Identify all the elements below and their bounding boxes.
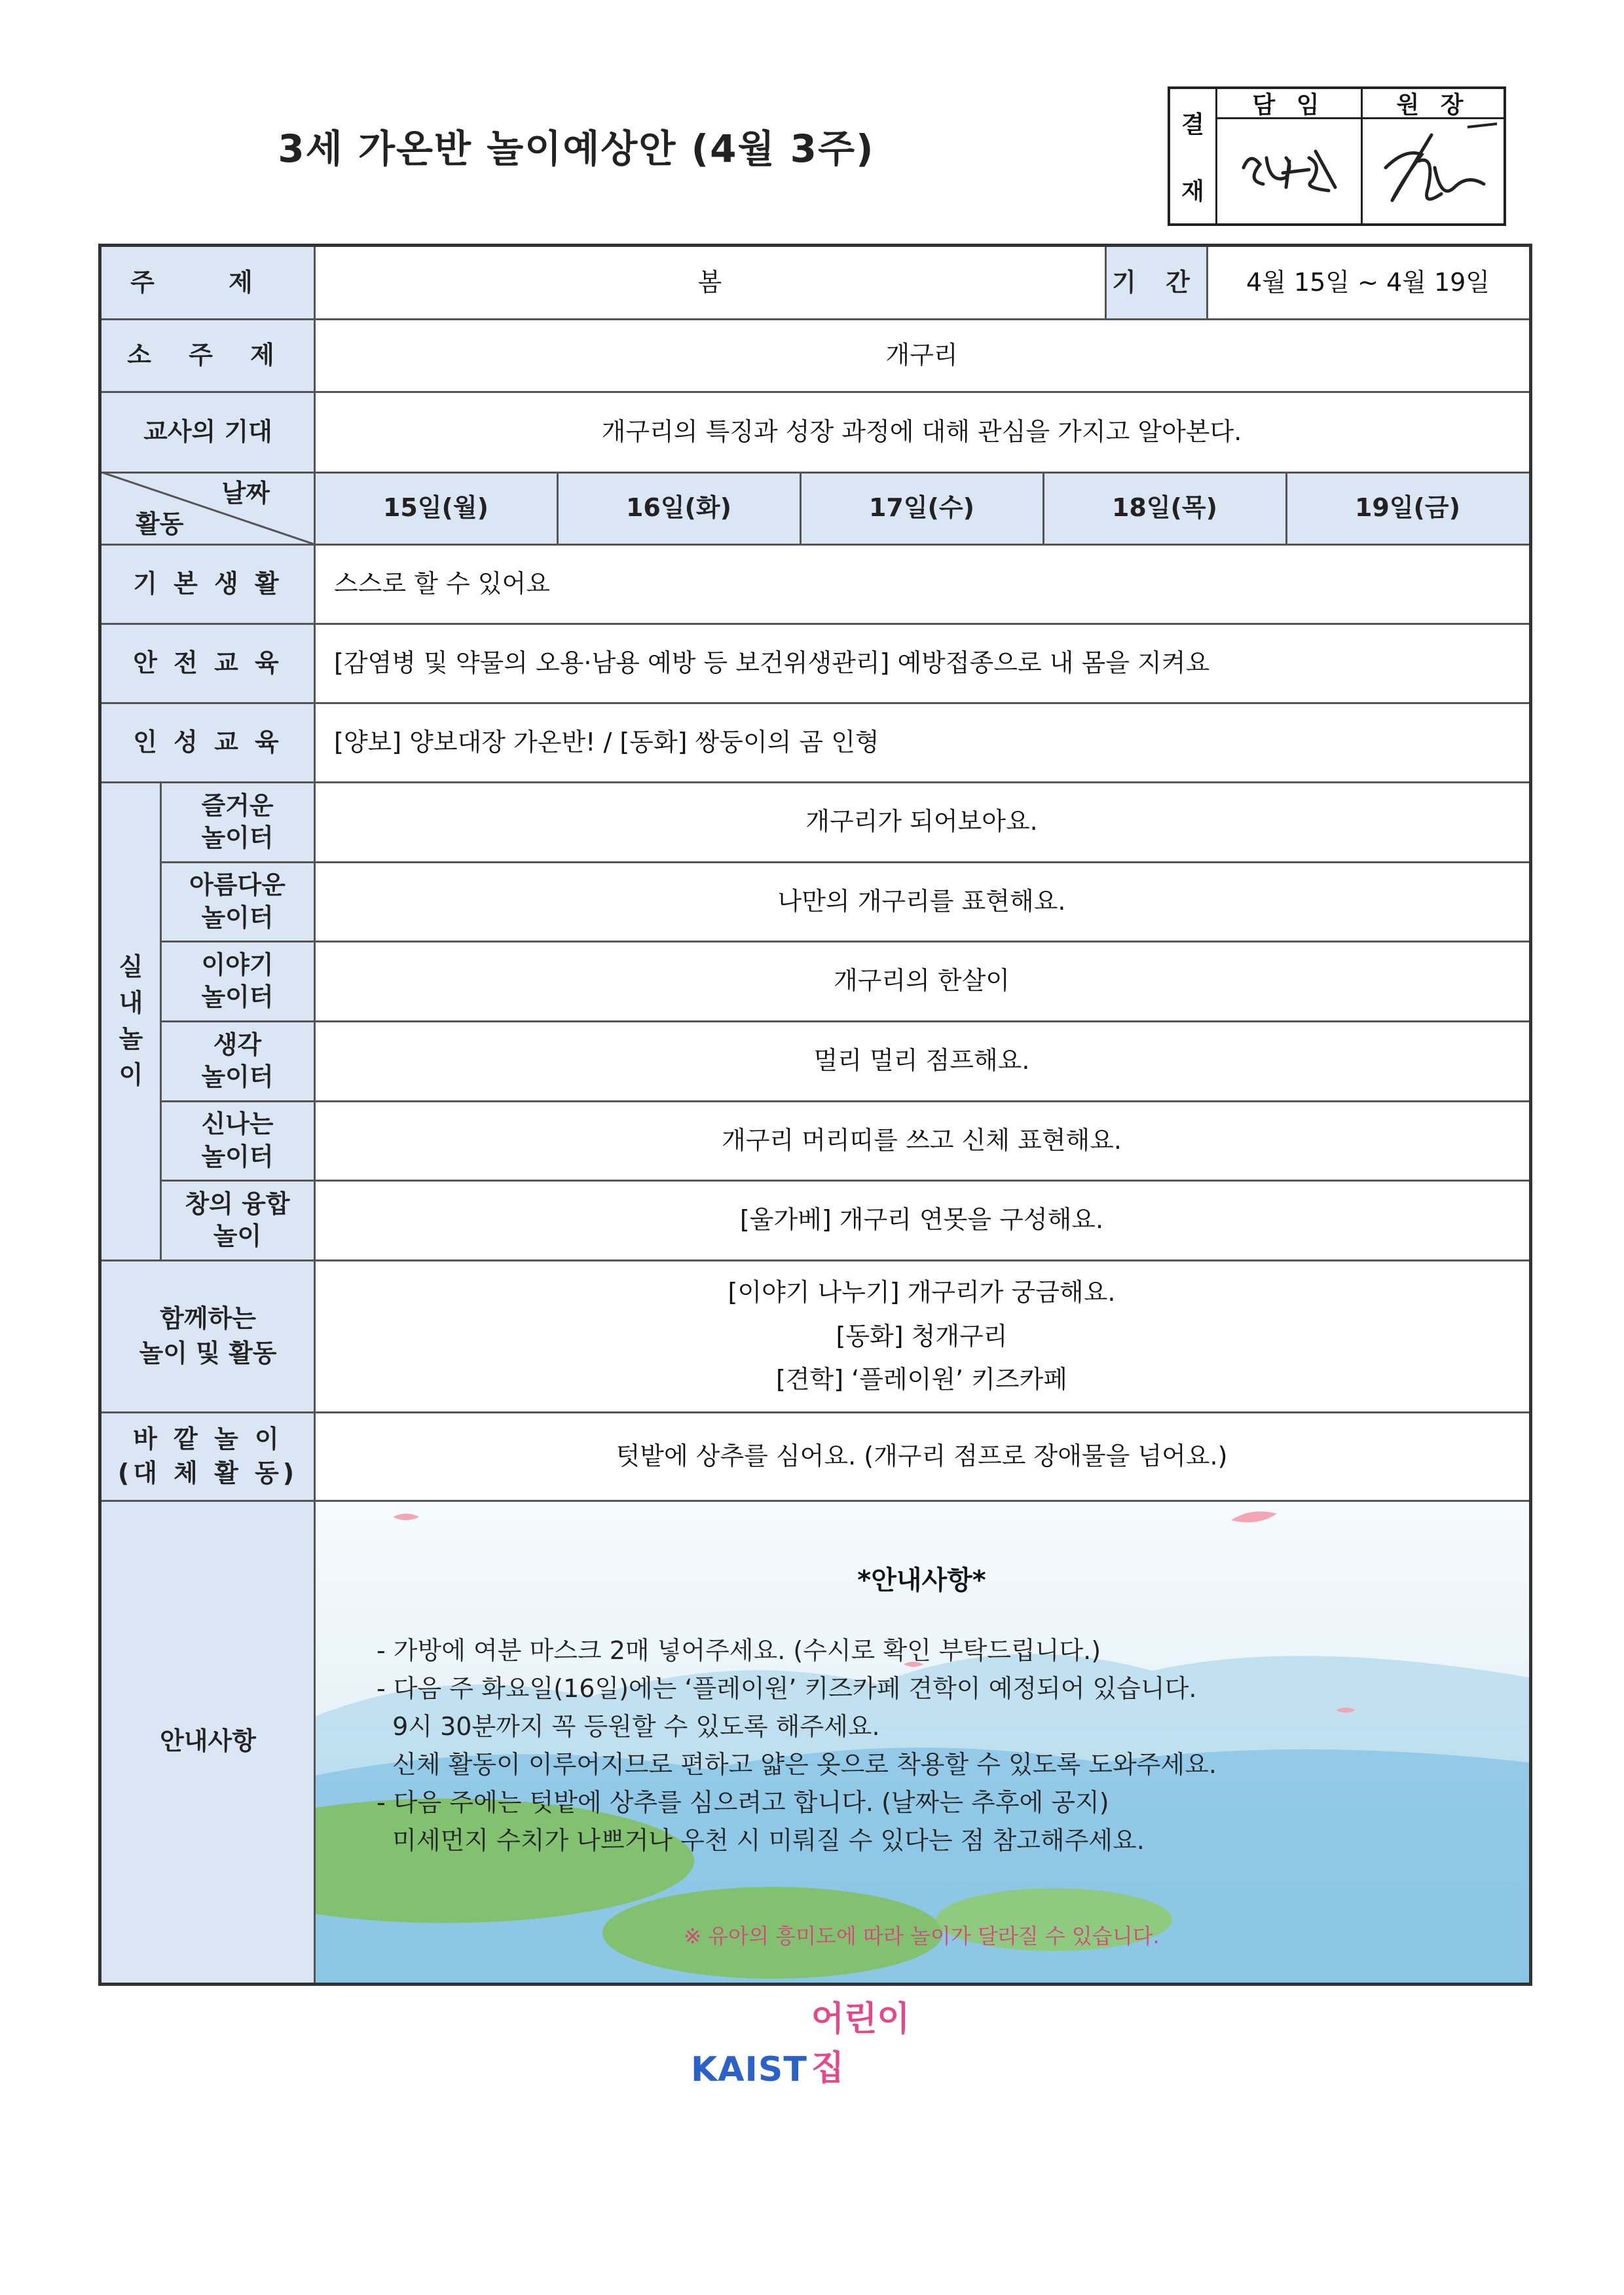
- indoor-row-3-label-line-2: 놀이터: [201, 982, 274, 1011]
- outdoor-label-line-1: 바 깥 놀 이: [133, 1425, 283, 1454]
- subtheme-label: 소 주 제: [101, 319, 314, 392]
- indoor-row-6-label-line-2: 놀이: [213, 1222, 262, 1250]
- indoor-row-2-label-line-2: 놀이터: [201, 903, 274, 932]
- corner-activity-label: 활동: [136, 509, 184, 538]
- approval-director-header: 원 장: [1363, 89, 1504, 119]
- together-values: [314, 1260, 1529, 1412]
- indoor-row-3-label: [160, 941, 314, 1021]
- together-value-2: [동화] 청개구리: [836, 1321, 1008, 1351]
- approval-label-2: 재: [1181, 178, 1204, 206]
- indoor-row-5-label-line-1: 신나는: [201, 1110, 274, 1139]
- basic-life-label: 기 본 생 활: [101, 544, 314, 624]
- period-label: 기 간: [1105, 247, 1207, 319]
- indoor-play-label: [101, 782, 160, 1260]
- notice-line-4: 신체 활동이 이루어지므로 편하고 얇은 옷으로 착용할 수 있도록 도와주세요.: [377, 1750, 1217, 1779]
- approval-teacher: [1217, 89, 1363, 223]
- day-header-5: 19일(금): [1286, 472, 1529, 544]
- subtheme-value: 개구리: [885, 340, 958, 369]
- together-label-line-1: 함께하는: [160, 1303, 256, 1333]
- indoor-row-4-value: 멀리 멀리 점프해요.: [813, 1046, 1030, 1075]
- logo-brand: KAIST: [691, 2050, 807, 2089]
- notice-line-1: - 가방에 여분 마스크 2매 넣어주세요. (수시로 확인 부탁드립니다.): [377, 1636, 1101, 1665]
- approval-teacher-header: 담 임: [1217, 89, 1361, 119]
- together-label-line-2: 놀이 및 활동: [139, 1339, 277, 1368]
- indoor-row-6-label-line-1: 창의 융합: [185, 1189, 290, 1218]
- indoor-row-4-label-line-2: 놀이터: [201, 1062, 274, 1091]
- indoor-label-char-2: 내: [119, 988, 143, 1017]
- approval-director: [1363, 89, 1504, 223]
- approval-label: [1170, 89, 1217, 223]
- day-header-3: 17일(수): [800, 472, 1043, 544]
- notice-title: *안내사항*: [857, 1565, 986, 1595]
- expectation-value: 개구리의 특징과 성장 과정에 대해 관심을 가지고 알아본다.: [601, 417, 1242, 446]
- day-header-2: 16일(화): [557, 472, 800, 544]
- outdoor-value: 텃밭에 상추를 심어요. (개구리 점프로 장애물을 넘어요.): [616, 1441, 1228, 1470]
- date-activity-corner: [101, 472, 314, 544]
- notice-footnote: ※ 유아의 흥미도에 따라 놀이가 달라질 수 있습니다.: [684, 1924, 1160, 1949]
- notice-label: 안내사항: [101, 1501, 314, 1983]
- theme-label: 주 제: [101, 247, 314, 319]
- together-value-3: [견학] ‘플레이원’ 키즈카페: [775, 1365, 1068, 1394]
- indoor-row-5-label-line-2: 놀이터: [201, 1142, 274, 1171]
- approval-box: [1168, 86, 1506, 226]
- indoor-row-1-value: 개구리가 되어보아요.: [805, 807, 1038, 836]
- character-value: [양보] 양보대장 가온반! / [동화] 쌍둥이의 곰 인형: [334, 727, 879, 756]
- indoor-row-4-label-line-1: 생각: [213, 1030, 262, 1059]
- basic-life-value: 스스로 할 수 있어요: [334, 569, 550, 598]
- page-title: 3세 가온반 놀이예상안 (4월 3주): [278, 126, 875, 171]
- indoor-row-5-value: 개구리 머리띠를 쓰고 신체 표현해요.: [721, 1125, 1122, 1155]
- safety-label: 안 전 교 육: [101, 624, 314, 703]
- logo-suffix: 어린이집: [811, 2000, 910, 2088]
- notice-line-2: - 다음 주 화요일(16일)에는 ‘플레이원’ 키즈카페 견학이 예정되어 있습니다.: [377, 1674, 1197, 1703]
- indoor-row-3-label-line-1: 이야기: [201, 950, 274, 979]
- theme-value: 봄: [697, 268, 722, 297]
- indoor-row-2-value: 나만의 개구리를 표현해요.: [777, 886, 1066, 916]
- indoor-row-5-label: [160, 1101, 314, 1180]
- director-signature: [1363, 122, 1504, 223]
- indoor-row-6-label: [160, 1180, 314, 1260]
- notice-lines: [377, 1632, 1490, 1859]
- indoor-row-1-label: [160, 782, 314, 862]
- safety-value: [감염병 및 약물의 오용·남용 예방 등 보건위생관리] 예방접종으로 내 몸을 지켜요: [334, 648, 1210, 677]
- indoor-label-char-4: 이: [119, 1060, 143, 1090]
- expectation-label: 교사의 기대: [101, 392, 314, 472]
- together-label: [101, 1260, 314, 1412]
- outdoor-label: [101, 1412, 314, 1501]
- indoor-row-6-value: [울가베] 개구리 연못을 구성해요.: [739, 1205, 1104, 1235]
- notice-line-3: 9시 30분까지 꼭 등원할 수 있도록 해주세요.: [377, 1712, 880, 1741]
- plan-table: [98, 244, 1532, 1986]
- indoor-row-4-label: [160, 1021, 314, 1101]
- notice-panel: [314, 1501, 1529, 1983]
- indoor-label-char-1: 실: [119, 952, 143, 981]
- outdoor-label-line-2: (대 체 활 동): [117, 1458, 299, 1487]
- approval-label-1: 결: [1181, 111, 1204, 138]
- indoor-row-2-label-line-1: 아름다운: [189, 870, 286, 900]
- notice-line-6: 미세먼지 수치가 나쁘거나 우천 시 미뤄질 수 있다는 점 참고해주세요.: [377, 1826, 1145, 1855]
- corner-date-label: 날짜: [221, 479, 270, 508]
- indoor-row-1-label-line-2: 놀이터: [201, 823, 274, 852]
- together-value-1: [이야기 나누기] 개구리가 궁금해요.: [728, 1278, 1116, 1307]
- indoor-label-char-3: 놀: [119, 1024, 143, 1053]
- character-label: 인 성 교 육: [101, 703, 314, 782]
- period-value: 4월 15일 ~ 4월 19일: [1246, 268, 1490, 297]
- notice-line-5: - 다음 주에는 텃밭에 상추를 심으려고 합니다. (날짜는 추후에 공지): [377, 1788, 1109, 1817]
- indoor-row-1-label-line-1: 즐거운: [201, 791, 274, 820]
- indoor-row-3-value: 개구리의 한살이: [833, 966, 1010, 996]
- teacher-signature: [1217, 122, 1361, 223]
- day-header-4: 18일(목): [1043, 472, 1286, 544]
- day-header-1: 15일(월): [314, 472, 557, 544]
- kaist-logo: [691, 2000, 940, 2089]
- indoor-row-2-label: [160, 862, 314, 941]
